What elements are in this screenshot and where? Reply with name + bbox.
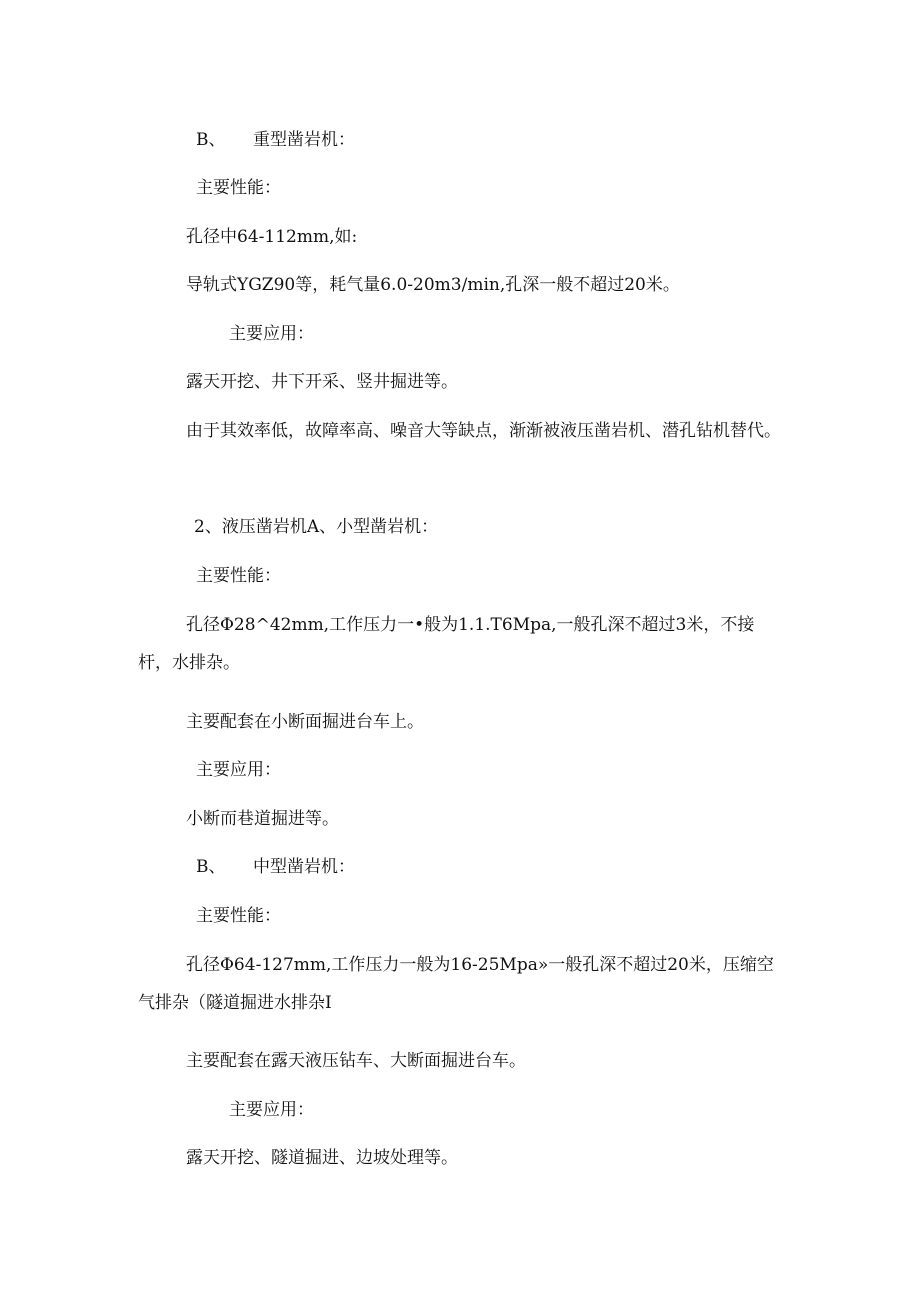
small-bore-paragraph: 孔径Φ28^42mm,工作压力一•般为1.1.T6Mpa,一般孔深不超过3米，不接杆，水排杂。 (138, 615, 755, 673)
medium-heading-prefix: B、 (196, 857, 226, 877)
heavy-example-text: 导轨式YGZ90等，耗气量6.0-20m3∕min,孔深一般不超过20米。 (186, 275, 680, 295)
heavy-drill-heading (196, 128, 355, 152)
small-app-text: 小断而巷道掘进等。 (186, 809, 339, 829)
heavy-perf-label: 主要性能： (196, 178, 281, 198)
heavy-app-text: 露天开挖、井下开采、竖井掘进等。 (186, 372, 458, 392)
medium-drill-heading (196, 855, 355, 879)
medium-app-text: 露天开挖、隧道掘进、边坡处理等。 (186, 1148, 458, 1168)
medium-heading-title: 中型凿岩机： (253, 857, 355, 877)
small-app-label: 主要应用： (196, 760, 281, 780)
heavy-heading-prefix: B、 (196, 130, 226, 150)
hydraulic-heading: 2、液压凿岩机A、小型凿岩机： (194, 517, 439, 537)
small-perf-label: 主要性能： (196, 566, 281, 586)
heavy-app-label: 主要应用： (229, 324, 314, 344)
medium-perf-label: 主要性能： (196, 906, 281, 926)
heavy-note-paragraph: 由于其效率低，故障率高、噪音大等缺点，渐渐被液压凿岩机、潜孔钻机替代。 (186, 421, 781, 441)
medium-app-label: 主要应用： (229, 1100, 314, 1120)
medium-config-text: 主要配套在露天液压钻车、大断面掘进台车。 (186, 1051, 526, 1071)
heavy-heading-title: 重型凿岩机： (253, 130, 355, 150)
heavy-bore-text: 孔径中64-112mm,如: (186, 227, 358, 247)
small-config-text: 主要配套在小断面掘进台车上。 (186, 712, 424, 732)
medium-bore-paragraph: 孔径Φ64-127mm,工作压力一般为16-25Mpa»一般孔深不超过20米，压缩空气排杂（隧道掘进水排杂I (138, 955, 774, 1013)
